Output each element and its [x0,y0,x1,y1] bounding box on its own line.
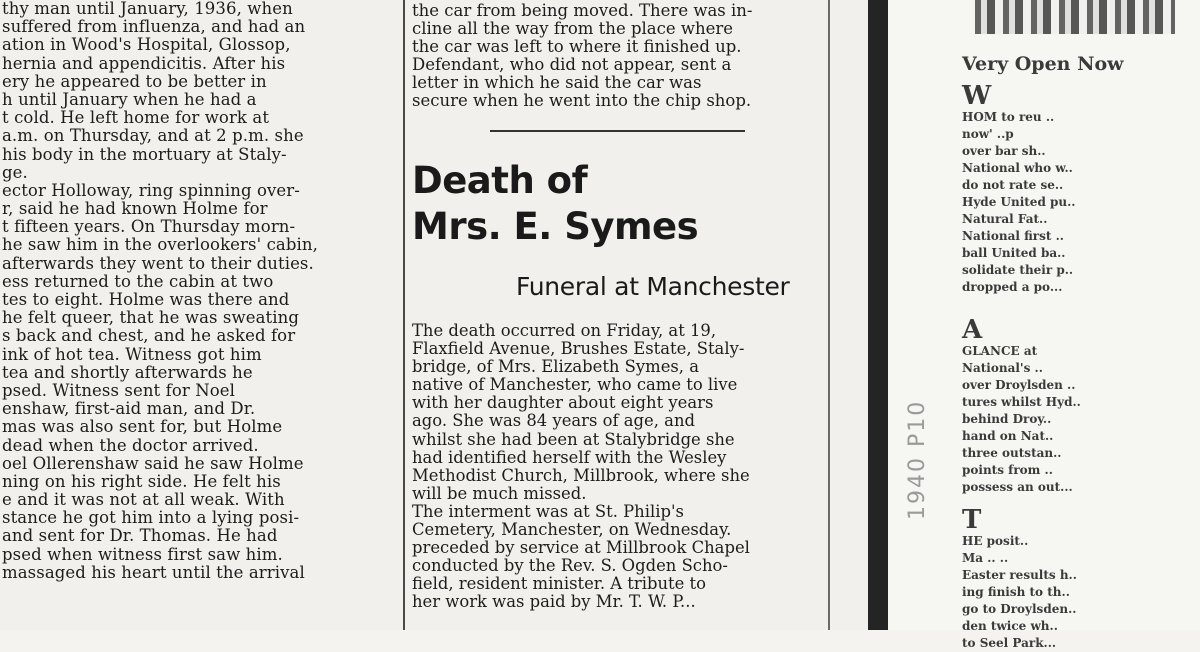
text-line: cline all the way from the place where [412,20,734,38]
text-line: a.m. on Thursday, and at 2 p.m. she [2,127,304,146]
text-line: Ma .. .. [962,551,1009,565]
text-line: National's .. [962,361,1043,375]
page-edge-rule [828,0,830,630]
text-line: ago. She was 84 years of age, and [412,412,695,431]
text-line: HE posit.. [962,534,1029,548]
text-line: dead when the doctor arrived. [2,436,259,455]
scan-gutter [868,0,888,630]
text-line: mas was also sent for, but Holme [2,418,283,437]
text-line: massaged his heart until the arrival [2,563,305,582]
text-line: solidate their p.. [962,263,1074,277]
text-line: h until January when he had a [2,90,257,109]
text-line: over bar sh.. [962,144,1046,158]
text-line: tures whilst Hyd.. [962,395,1081,409]
text-line: psed when witness first saw him. [2,545,283,564]
text-line: ball United ba.. [962,246,1066,260]
article-divider [490,130,745,132]
text-line: National first .. [962,229,1064,243]
text-line: ess returned to the cabin at two [2,272,274,291]
text-line: afterwards they went to their duties. [2,254,314,273]
text-line: t cold. He left home for work at [2,109,270,128]
text-line: t fifteen years. On Thursday morn- [2,218,296,237]
text-line: Flaxfield Avenue, Brushes Estate, Staly- [412,340,745,359]
text-line: native of Manchester, who came to live [412,376,738,395]
text-line: HOM to reu .. [962,110,1055,124]
middle-column-top [412,2,817,110]
text-line: s back and chest, and he asked for [2,327,296,346]
text-line: GLANCE at [962,344,1038,358]
text-line: The interment was at St. Philip's [412,502,684,521]
column-rule [403,0,405,630]
text-line: he felt queer, that he was sweating [2,309,300,328]
text-line: her work was paid by Mr. T. W. P... [412,593,696,612]
text-line: tea and shortly afterwards he [2,363,253,382]
text-line: he saw him in the overlookers' cabin, [2,236,318,255]
text-line: The death occurred on Friday, at 19, [412,322,717,340]
article-headline [412,158,698,250]
text-line: now' ..p [962,127,1014,141]
text-line: suffered from influenza, and had an [2,18,306,37]
text-line: bridge, of Mrs. Elizabeth Symes, a [412,358,700,377]
text-line: secure when he went into the chip shop. [412,92,752,110]
text-line: e and it was not at all weak. With [2,491,285,510]
text-line: ing finish to th.. [962,585,1070,599]
text-line: letter in which he said the car was [412,74,702,92]
text-line: Defendant, who did not appear, sent a [412,56,732,74]
headline-line-1: Death of [412,159,588,202]
text-line: possess an out... [962,480,1073,494]
text-line: his body in the mortuary at Staly- [2,145,287,164]
text-line: three outstan.. [962,446,1062,460]
text-line: psed. Witness sent for Noel [2,381,236,400]
text-line: ation in Wood's Hospital, Glossop, [2,36,291,55]
text-line: ning on his right side. He felt his [2,472,281,491]
text-line: go to Droylsden.. [962,602,1077,616]
text-line: the car from being moved. There was in- [412,2,753,20]
text-line: Cemetery, Manchester, on Wednesday. [412,521,732,540]
text-line: den twice wh.. [962,619,1058,633]
text-line: enshaw, first-aid man, and Dr. [2,400,256,419]
photo-fragment [975,0,1175,34]
left-column [2,0,398,582]
text-line: ery he appeared to be better in [2,72,267,91]
dropcap-1: W [962,81,992,111]
text-line: hernia and appendicitis. After his [2,54,286,73]
text-line: points from .. [962,463,1053,477]
text-line: over Droylsden .. [962,378,1076,392]
text-line: Natural Fat.. [962,212,1048,226]
right-block-1 [962,81,1142,296]
text-line: and sent for Dr. Thomas. He had [2,527,278,546]
right-block-2 [962,315,1142,496]
text-line: the car was left to where it finished up. [412,38,742,56]
text-line: Easter results h.. [962,568,1077,582]
handwritten-margin-note: 1940 P10 [905,399,930,520]
text-line: do not rate se.. [962,178,1064,192]
text-line: thy man until January, 1936, when [2,0,293,18]
text-line: field, resident minister. A tribute to [412,575,706,594]
text-line: conducted by the Rev. S. Ogden Scho- [412,557,728,576]
text-line: stance he got him into a lying posi- [2,509,300,528]
text-line: ink of hot tea. Witness got him [2,345,262,364]
text-line: had identified herself with the Wesley [412,448,727,467]
right-block-3 [962,505,1142,652]
dropcap-2: A [962,315,983,345]
right-column-heading: Very Open Now [962,53,1124,75]
text-line: will be much missed. [412,484,587,503]
text-line: ge. [2,163,28,182]
text-line: National who w.. [962,161,1073,175]
headline-line-2: Mrs. E. Symes [412,205,699,248]
text-line: r, said he had known Holme for [2,200,268,219]
article-subheadline: Funeral at Manchester [516,272,790,301]
text-line: with her daughter about eight years [412,394,714,413]
text-line: preceded by service at Millbrook Chapel [412,539,750,558]
text-line: oel Ollerenshaw said he saw Holme [2,454,304,473]
article-body [412,322,817,612]
text-line: whilst she had been at Stalybridge she [412,430,735,449]
text-line: behind Droy.. [962,412,1052,426]
text-line: hand on Nat.. [962,429,1054,443]
text-line: ector Holloway, ring spinning over- [2,181,300,200]
dropcap-3: T [962,505,982,535]
text-line: Methodist Church, Millbrook, where she [412,466,750,485]
text-line: tes to eight. Holme was there and [2,291,290,309]
text-line: Hyde United pu.. [962,195,1076,209]
text-line: to Seel Park... [962,636,1057,650]
text-line: dropped a po... [962,280,1063,294]
